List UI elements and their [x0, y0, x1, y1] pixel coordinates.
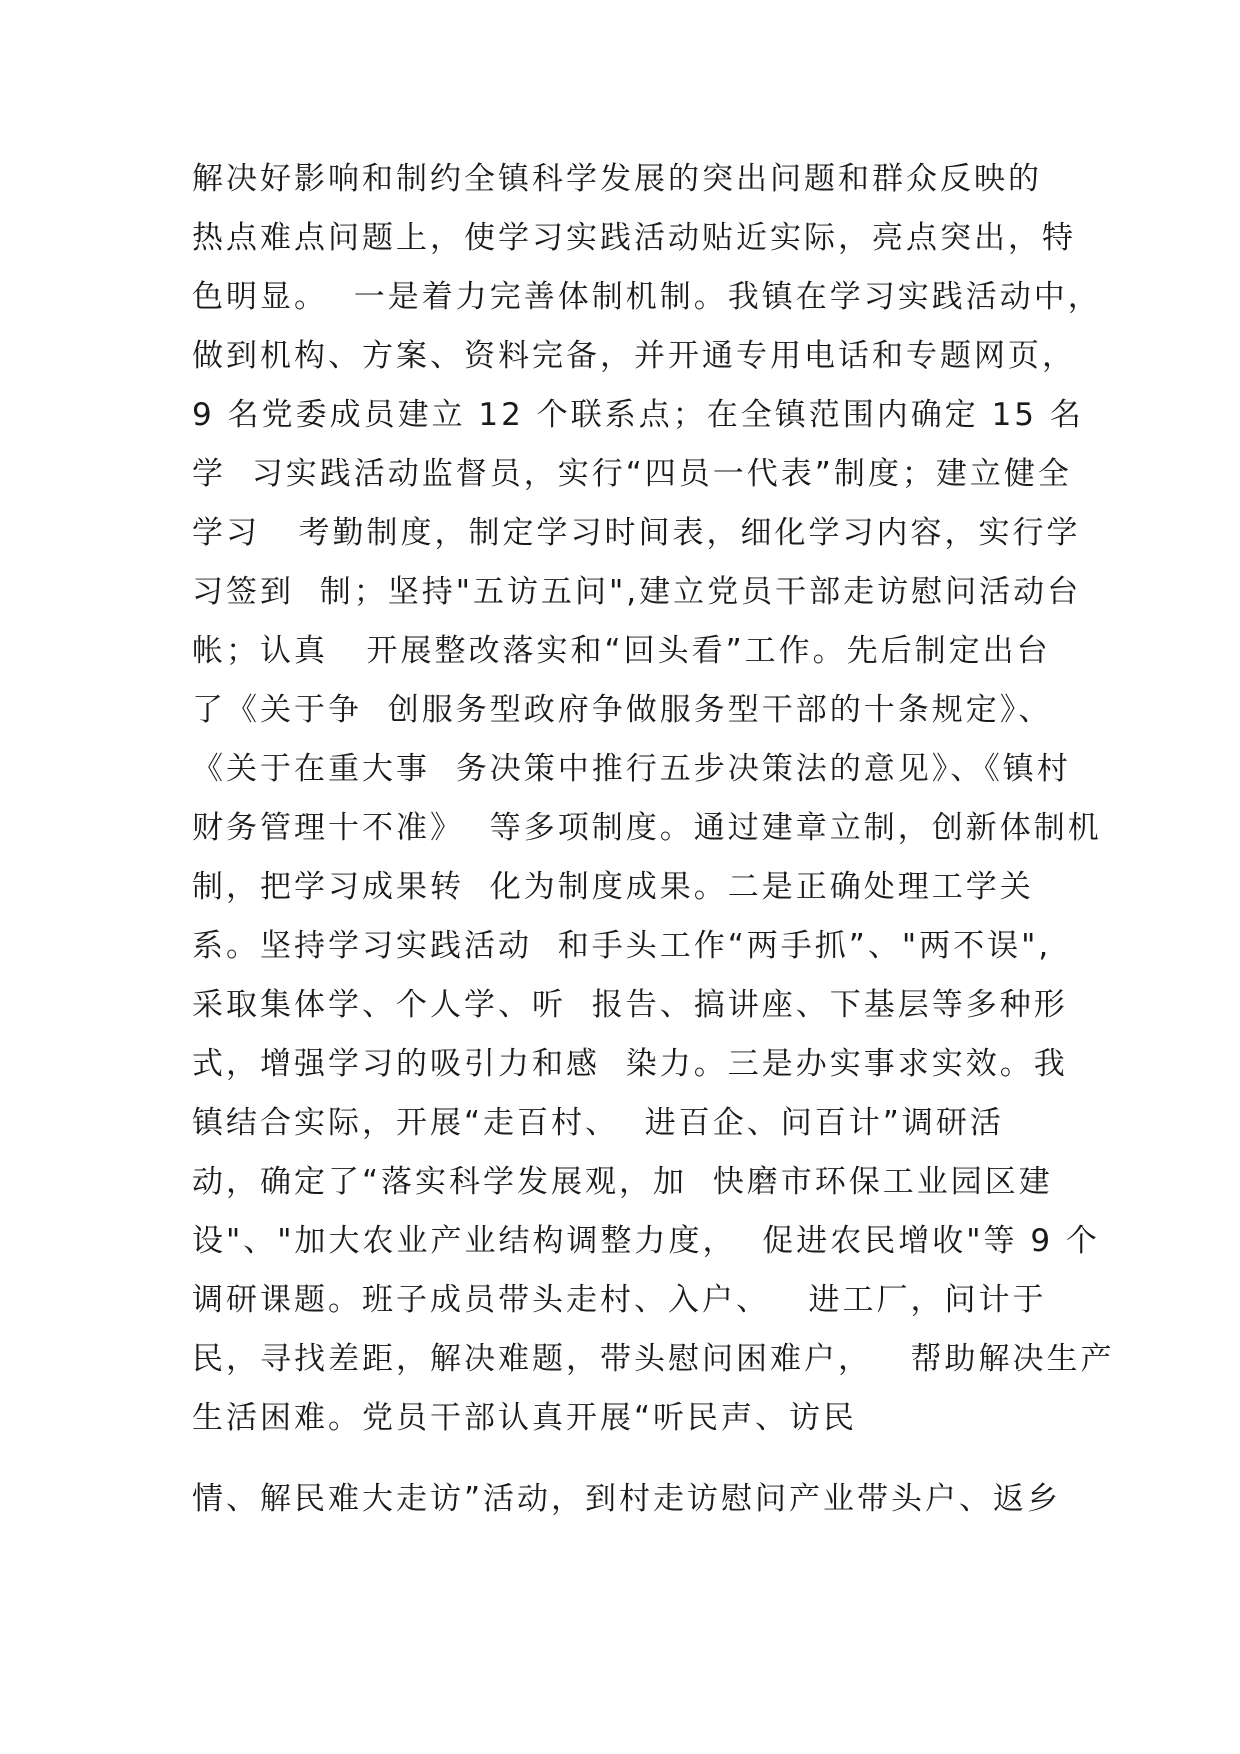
text-line: 习签到 制；坚持"五访五问",建立党员干部走访慰问活动台 [192, 574, 1082, 610]
text-line: 解决好影响和制约全镇科学发展的突出问题和群众反映的 [192, 161, 1042, 197]
text-line: 民，寻找差距，解决难题，带头慰问困难户， 帮助解决生产 [192, 1341, 1115, 1377]
body-text [192, 150, 1115, 1529]
text-line: 色明显。 一是着力完善体制机制。我镇在学习实践活动中， [192, 279, 1102, 315]
text-line: 学习 考勤制度，制定学习时间表，细化学习内容，实行学 [192, 515, 1081, 551]
text-line: 式，增强学习的吸引力和感 染力。三是办实事求实效。我 [192, 1046, 1068, 1082]
text-line: 设"、"加大农业产业结构调整力度， 促进农民增收"等 9 个 [192, 1223, 1100, 1259]
text-line: 了《关于争 创服务型政府争做服务型干部的十条规定》、 [192, 692, 1053, 728]
text-line: 财务管理十不准》 等多项制度。通过建章立制，创新体制机 [192, 810, 1102, 846]
text-line: 《关于在重大事 务决策中推行五步决策法的意见》、《镇村 [192, 751, 1071, 787]
text-line: 动，确定了“落实科学发展观，加 快磨市环保工业园区建 [192, 1164, 1053, 1200]
text-line: 调研课题。班子成员带头走村、入户、 进工厂，问计于 [192, 1282, 1047, 1318]
text-line: 采取集体学、个人学、听 报告、搞讲座、下基层等多种形 [192, 987, 1068, 1023]
text-line: 帐；认真 开展整改落实和“回头看”工作。先后制定出台 [192, 633, 1051, 669]
text-line: 镇结合实际，开展“走百村、 进百企、问百计”调研活 [192, 1105, 1004, 1141]
text-line: 生活困难。党员干部认真开展“听民声、访民 [192, 1400, 858, 1436]
text-line: 系。坚持学习实践活动 和手头工作“两手抓”、"两不误", [192, 928, 1052, 964]
text-line: 制，把学习成果转 化为制度成果。二是正确处理工学关 [192, 869, 1034, 905]
text-line: 做到机构、方案、资料完备，并开通专用电话和专题网页， [192, 338, 1076, 374]
text-line: 热点难点问题上，使学习实践活动贴近实际，亮点突出，特 [192, 220, 1076, 256]
text-line: 学 习实践活动监督员，实行“四员一代表”制度；建立健全 [192, 456, 1072, 492]
text-line: 9 名党委成员建立 12 个联系点；在全镇范围内确定 15 名 [192, 397, 1084, 433]
text-line: 情、解民难大走访”活动，到村走访慰问产业带头户、返乡 [192, 1481, 1062, 1517]
